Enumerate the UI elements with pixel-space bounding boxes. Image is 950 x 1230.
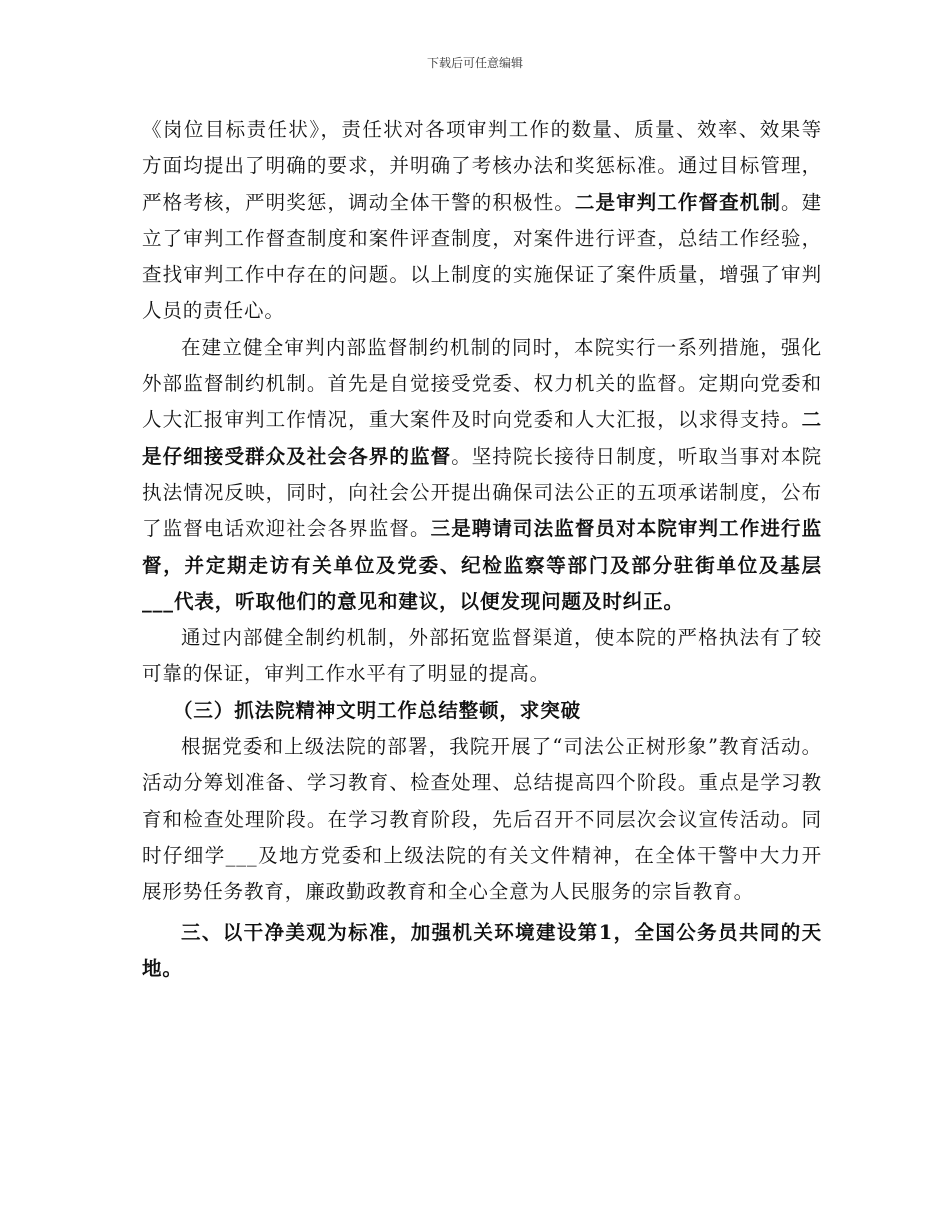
paragraph-2-bold-2: 三是聘请司法监督员对本院审判工作进行监督，并定期走访有关单位及党委、纪检监察等部门及部分驻街单位及基层___代表，听取他们的意见和建议，以便发现问题及时纠正。 (142, 517, 822, 613)
paragraph-2 (142, 330, 822, 620)
subheading-3: （三）抓法院精神文明工作总结整顿，求突破 (173, 698, 582, 722)
paragraph-1-text-a: 《岗位目标责任状》，责任状对各项审判工作的数量、质量、效率、效果等方面均提出了明确的要求，并明确了考核办法和奖惩标准。通过目标管理，严格考核，严明奖惩，调动全体干警的积极性。 (142, 118, 822, 214)
page-header: 下载后可任意编辑 (426, 56, 523, 70)
paragraph-1-bold: 二是审判工作督查机制 (574, 190, 781, 214)
section-heading-3: 三、以干净美观为标准，加强机关环境建设第1，全国公务员共同的天地。 (142, 920, 822, 980)
paragraph-3: 通过内部健全制约机制，外部拓宽监督渠道，使本院的严格执法有了较可靠的保证，审判工作水平有了明显的提高。 (142, 626, 822, 686)
document-body (142, 112, 822, 987)
paragraph-1 (142, 112, 822, 330)
paragraph-2-bold-1: 二是仔细接受群众及社会各界的监督 (142, 408, 822, 468)
paragraph-2-text-c: 。坚持院长接待日制度，听取当事对本院执法情况反映，同时，向社会公开提出确保司法公正的五项承诺制度，公布了监督电话欢迎社会各界监督。 (142, 444, 822, 541)
paragraph-2-text-a: 在建立健全审判内部监督制约机制的同时，本院实行一系列措施，强化外部监督制约机制。首先是自觉接受党委、权力机关的监督。定期向党委和人大汇报审判工作情况，重大案件及时向党委和人大汇报，以求得支持。 (142, 335, 822, 432)
paragraph-4: 根据党委和上级法院的部署，我院开展了“司法公正树形象”教育活动。活动分筹划准备、学习教育、检查处理、总结提高四个阶段。重点是学习教育和检查处理阶段。在学习教育阶段，先后召开不同层次会议宣传活动。同时仔细学___及地方党委和上级法院的有关文件精神，在全体干警中大力开展形势任务教育，廉政勤政教育和全心全意为人民服务的宗旨教育。 (142, 735, 822, 904)
paragraph-1-text-c: 。建立了审判工作督查制度和案件评查制度，对案件进行评查，总结工作经验，查找审判工作中存在的问题。以上制度的实施保证了案件质量，增强了审判人员的责任心。 (142, 190, 822, 323)
